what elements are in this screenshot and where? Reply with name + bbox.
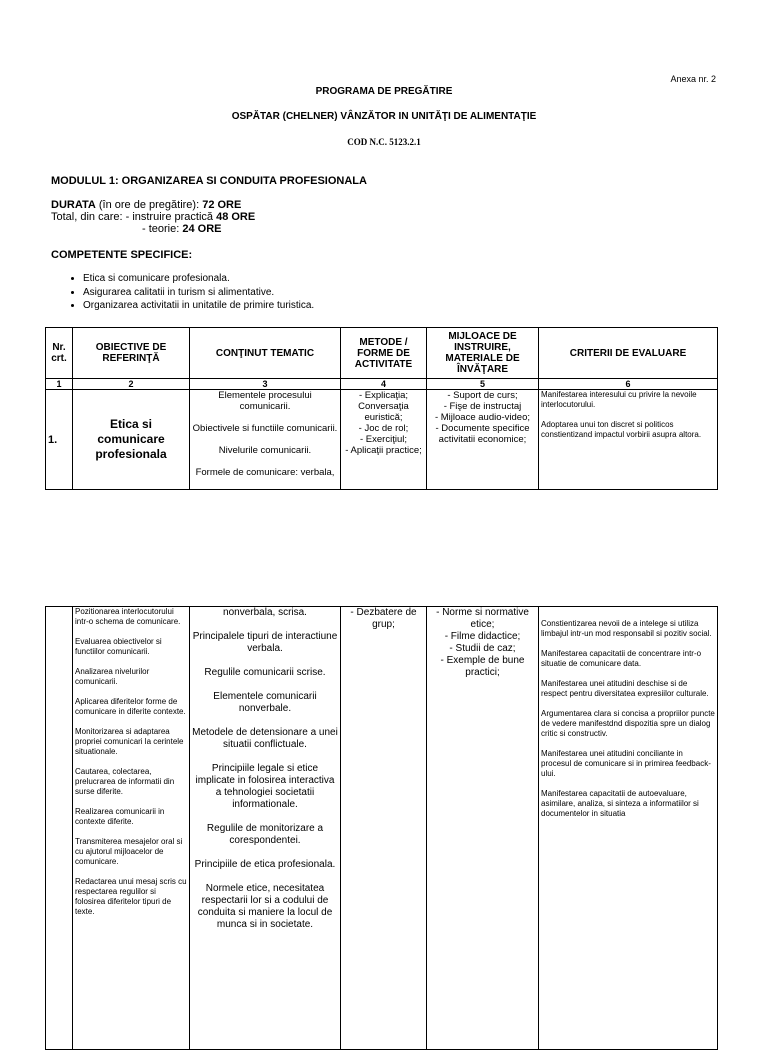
method-item: Conversaţia euristică; xyxy=(358,401,409,423)
duration-value: 72 ORE xyxy=(202,199,242,211)
criteria-item: Manifestarea capacitatii de autoevaluare, asimilare, analiza, si sinteza a informatiilor si documentelor in situatia xyxy=(541,789,699,818)
objective-item: Aplicarea diferitelor forme de comunicare in diferite contexte. xyxy=(75,697,186,716)
row-objective: Etica si comunicare profesionala xyxy=(73,390,190,490)
content-item: Formele de comunicare: verbala, xyxy=(195,467,335,478)
criteria-item: Manifestarea interesului cu privire la nevoile interlocutorului. xyxy=(541,390,697,409)
table-row xyxy=(46,607,718,1050)
header-nr: Nr. crt. xyxy=(46,328,73,379)
duration-note: (în ore de pregătire): xyxy=(95,199,203,211)
content-item: Principalele tipuri de interactiune verbala. xyxy=(192,631,338,654)
means-item: - Exemple de bune practici; xyxy=(440,655,525,678)
theory-value: 24 ORE xyxy=(182,223,222,235)
criteria-item: Manifestarea unei atitudini conciliante in procesul de comunicare si in primirea feedback-ului. xyxy=(541,749,711,778)
content-item: Nivelurile comunicarii. xyxy=(218,445,312,456)
criteria-item: Manifestarea unei atitudini deschise si de respect pentru diversitatea expresiilor culturale. xyxy=(541,679,709,698)
row-methods xyxy=(341,390,427,490)
objective-item: Cautarea, colectarea, prelucrarea de informatii din surse diferite. xyxy=(75,767,175,796)
means-item: - Suport de curs; xyxy=(447,390,518,401)
criteria-item: Manifestarea capacitatii de concentrare intr-o situatie de comunicare data. xyxy=(541,649,702,668)
duration-block xyxy=(51,199,255,235)
row-criteria xyxy=(539,607,718,1050)
objective-item: Pozitionarea interlocutorului intr-o schema de comunicare. xyxy=(75,607,181,626)
means-item: - Fişe de instructaj xyxy=(443,401,522,412)
row-number: 1. xyxy=(46,390,73,490)
objective-item: Evaluarea obiectivelor si functiilor comunicarii. xyxy=(75,637,162,656)
row-content xyxy=(190,607,341,1050)
method-item: - Explicaţia; xyxy=(358,390,409,401)
column-number-row xyxy=(46,379,718,390)
column-number: 4 xyxy=(341,379,427,390)
competences-heading: COMPETENTE SPECIFICE: xyxy=(51,249,193,261)
content-item: Regulile de monitorizare a corespondentei. xyxy=(206,823,324,846)
content-item: Principiile legale si etice implicate in folosirea interactiva a tehnologiei societatii informationale. xyxy=(195,763,335,810)
header-means: MIJLOACE DE INSTRUIRE, MATERIALE DE ÎNVĂŢARE xyxy=(427,328,539,379)
row-means xyxy=(427,607,539,1050)
column-number: 3 xyxy=(190,379,341,390)
header-content: CONŢINUT TEMATIC xyxy=(190,328,341,379)
competences-list xyxy=(51,272,314,313)
content-item: Elementele comunicarii nonverbale. xyxy=(213,691,317,714)
criteria-item: Constientizarea nevoii de a intelege si utiliza limbajul intr-un mod responsabil si pozitiv social. xyxy=(541,619,712,638)
column-number: 5 xyxy=(427,379,539,390)
curriculum-table-continued xyxy=(45,606,718,1050)
content-item: Regulile comunicarii scrise. xyxy=(204,667,326,678)
module-title: MODULUL 1: ORGANIZAREA SI CONDUITA PROFESIONALA xyxy=(51,175,367,187)
objective-item: Transmiterea mesajelor oral si cu ajutorul mijloacelor de comunicare. xyxy=(75,837,183,866)
row-methods xyxy=(341,607,427,1050)
row-number-empty xyxy=(46,607,73,1050)
column-number: 1 xyxy=(46,379,73,390)
means-item: - Norme si normative etice; xyxy=(436,607,529,630)
column-number: 2 xyxy=(73,379,190,390)
duration-label: DURATA xyxy=(51,199,96,211)
content-item: Obiectivele si functiile comunicarii. xyxy=(192,423,338,434)
method-item: - Exerciţiul; xyxy=(360,434,407,445)
content-item: Metodele de detensionare a unei situatii conflictuale. xyxy=(192,727,338,750)
criteria-item: Adoptarea unui ton discret si politicos constientizand impactul vorbirii asupra altora. xyxy=(541,420,702,439)
header-methods: METODE / FORME DE ACTIVITATE xyxy=(341,328,427,379)
occupation-code: COD N.C. 5123.2.1 xyxy=(347,137,421,147)
duration-line xyxy=(51,199,255,211)
list-item: • Organizarea activitatii in unitatile de primire turistica. xyxy=(83,299,314,313)
content-item: Normele etice, necesitatea respectarii lor si a codului de conduita si maniere la locul de munca si in societate. xyxy=(197,883,333,930)
row-means xyxy=(427,390,539,490)
total-line xyxy=(51,211,255,223)
content-item: nonverbala, scrisa. xyxy=(223,607,307,618)
content-item: Elementele procesului comunicarii. xyxy=(218,390,312,412)
total-value: 48 ORE xyxy=(216,211,256,223)
method-item: - Joc de rol; xyxy=(358,423,409,434)
objective-item: Realizarea comunicarii in contexte diferite. xyxy=(75,807,165,826)
objective-item: Redactarea unui mesaj scris cu respectarea regulilor si folosirea diferitelor tipuri de texte. xyxy=(75,877,187,916)
total-label: Total, din care: - instruire practică xyxy=(51,211,217,223)
document-subtitle: OSPĂTAR (CHELNER) VÂNZĂTOR IN UNITĂŢI DE ALIMENTAŢIE xyxy=(231,111,537,122)
column-number: 6 xyxy=(539,379,718,390)
theory-label: - teorie: xyxy=(142,223,183,235)
table-row xyxy=(46,390,718,490)
criteria-item: Argumentarea clara si concisa a propriilor puncte de vedere manifestdnd dispozitia spre un dialog critic si constructiv. xyxy=(541,709,715,738)
row-content xyxy=(190,390,341,490)
means-item: - Filme didactice; xyxy=(444,631,521,642)
theory-line xyxy=(51,223,255,235)
curriculum-table xyxy=(45,327,718,490)
means-item: - Mijloace audio-video; xyxy=(434,412,531,423)
list-item: • Asigurarea calitatii in turism si alimentative. xyxy=(83,286,314,300)
annex-label: Anexa nr. 2 xyxy=(670,74,716,84)
header-criteria: CRITERII DE EVALUARE xyxy=(539,328,718,379)
row-objectives xyxy=(73,607,190,1050)
method-item: - Dezbatere de grup; xyxy=(350,607,417,630)
row-criteria xyxy=(539,390,718,490)
means-item: - Studii de caz; xyxy=(449,643,516,654)
list-item: • Etica si comunicare profesionala. xyxy=(83,272,314,286)
objective-item: Monitorizarea si adaptarea propriei comunicari la cerintele situationale. xyxy=(75,727,184,756)
document-title: PROGRAMA DE PREGĂTIRE xyxy=(315,86,453,97)
method-item: - Aplicaţii practice; xyxy=(345,445,422,456)
objective-item: Analizarea nivelurilor comunicarii. xyxy=(75,667,150,686)
table-header-row xyxy=(46,328,718,379)
content-item: Principiile de etica profesionala. xyxy=(194,859,336,870)
means-item: - Documente specifice activitatii economice; xyxy=(435,423,530,445)
header-objectives: OBIECTIVE DE REFERINŢĂ xyxy=(73,328,190,379)
